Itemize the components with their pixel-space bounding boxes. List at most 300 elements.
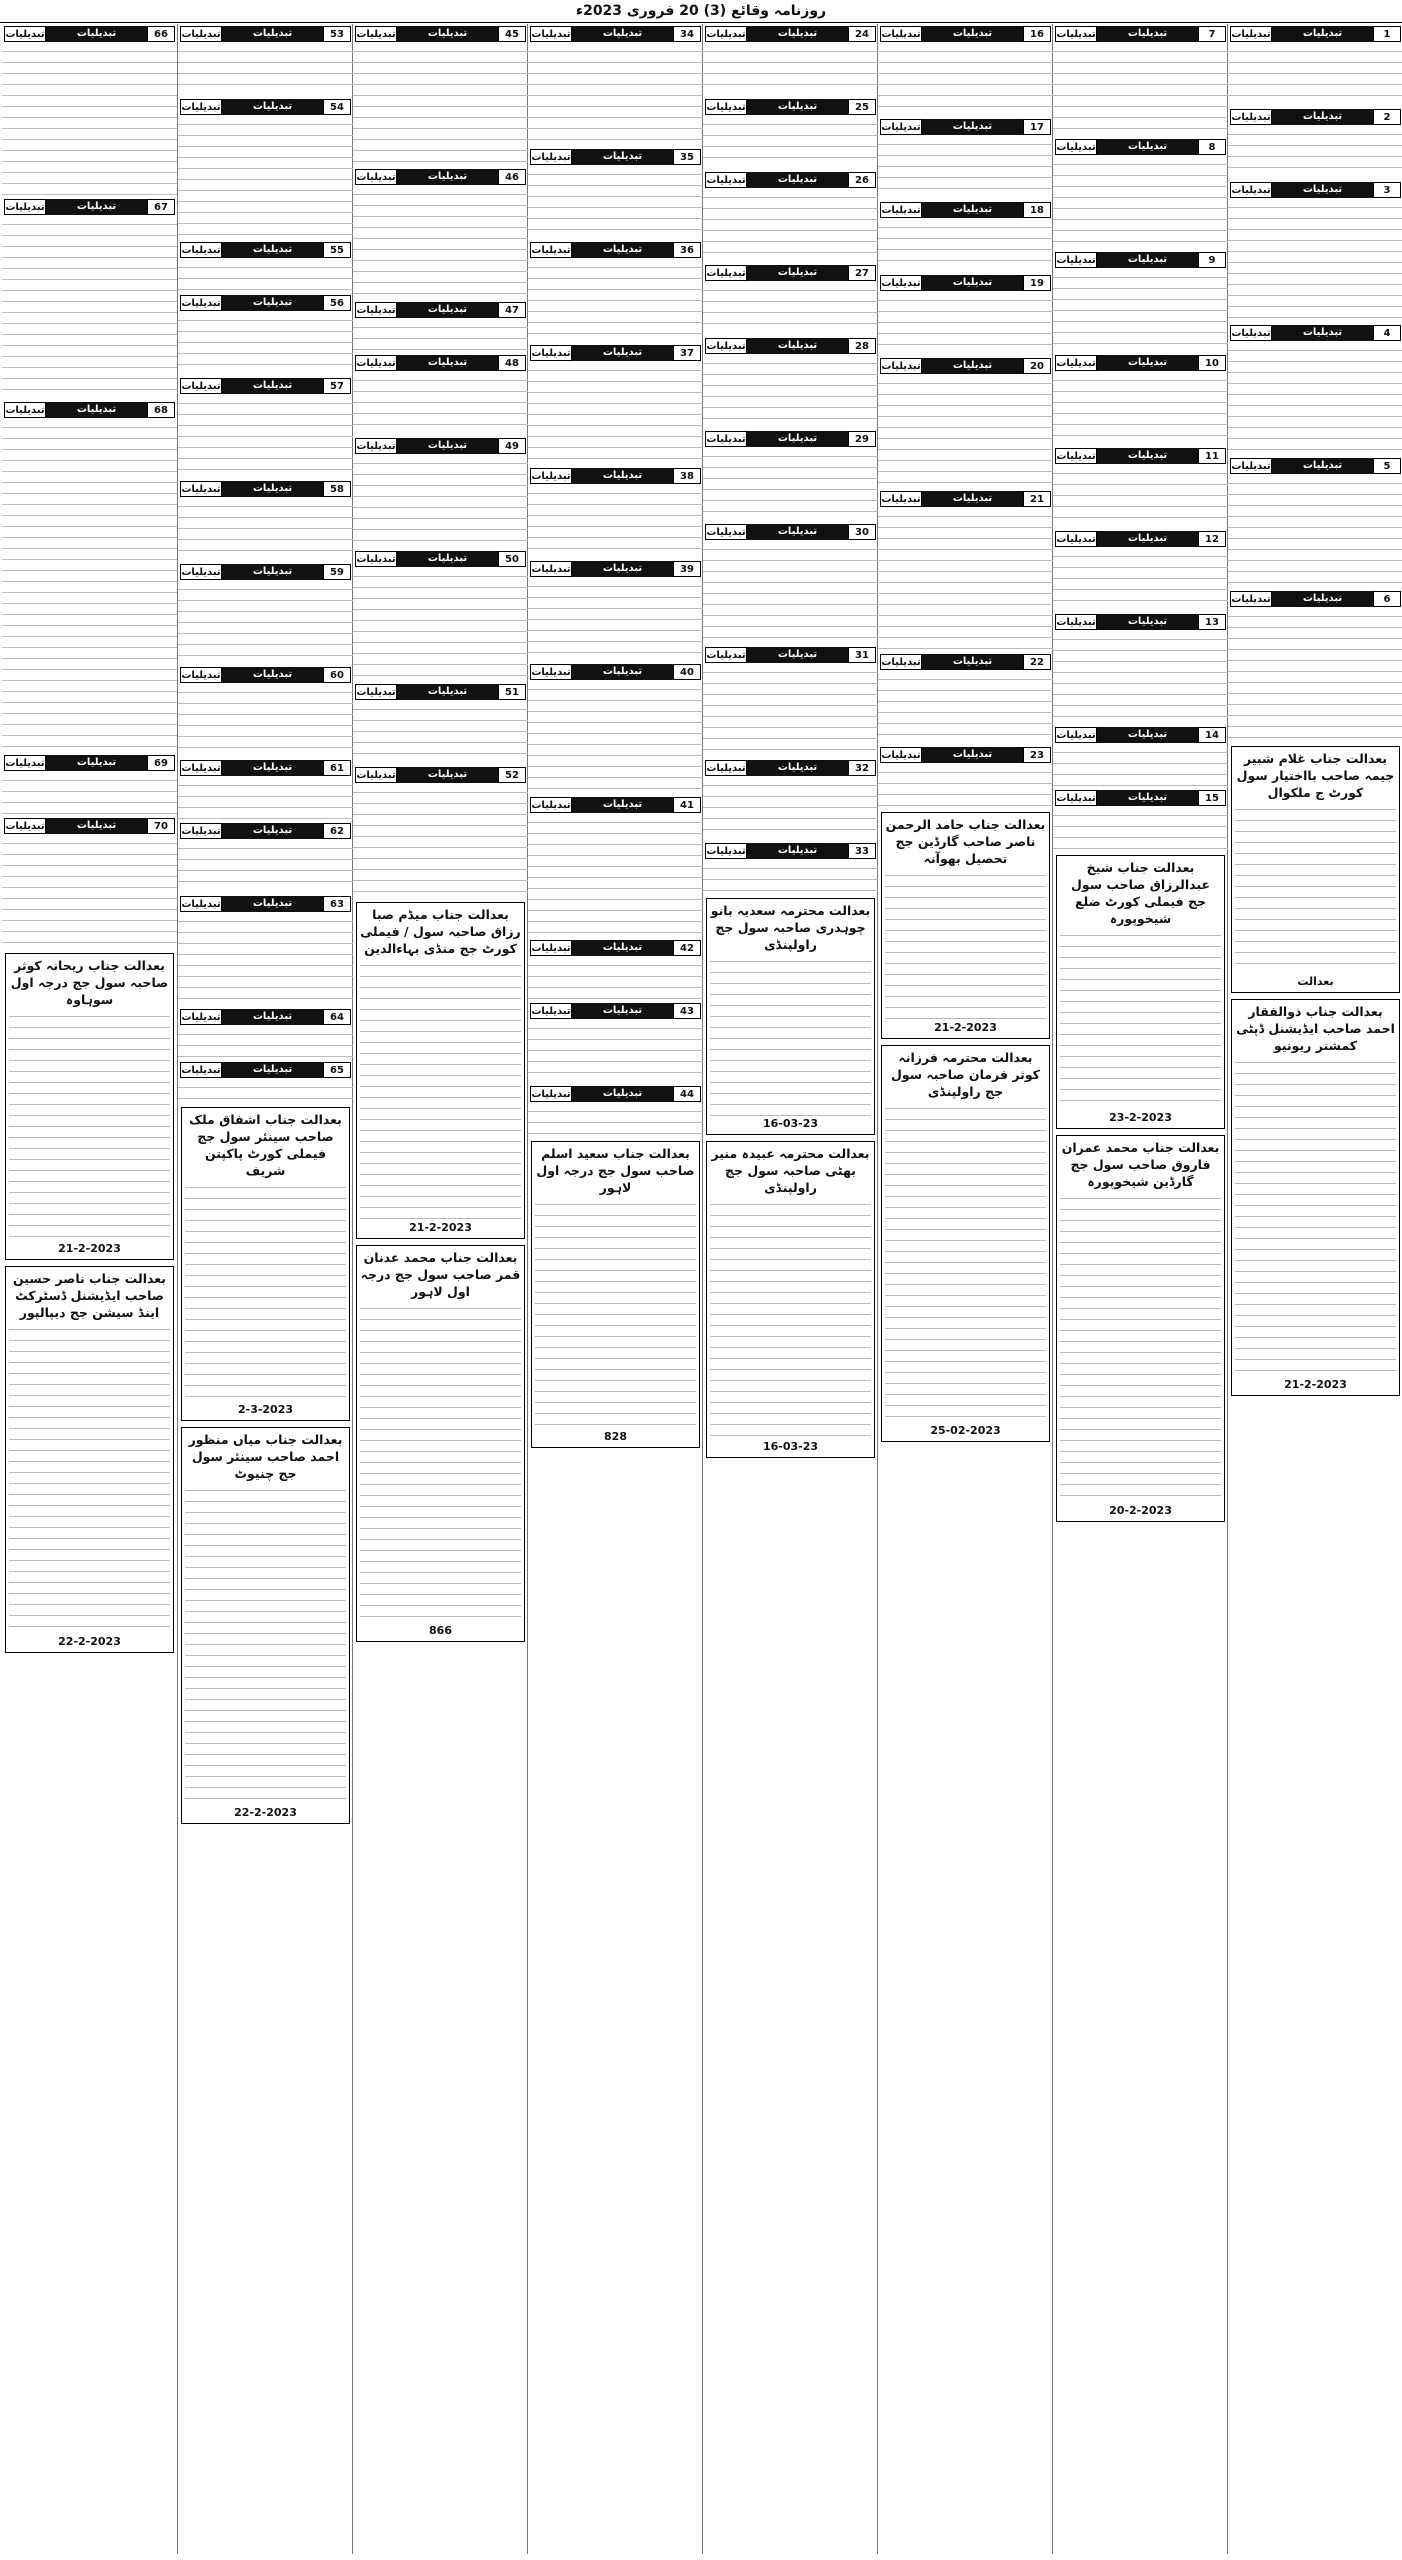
court-body [185,1182,346,1402]
notice-number: 15 [1198,790,1226,806]
notice-header [180,99,351,115]
notice-header [180,242,351,258]
notice-label: تبدیلیات [922,26,1023,42]
notice-item [353,302,528,351]
notice-tag: تبدیلیات [1055,531,1097,547]
notice-body [1053,271,1228,351]
notice-item [528,345,703,464]
notice-body [178,842,353,892]
notice-item [703,26,878,95]
notice-tag: تبدیلیات [1055,727,1097,743]
news-column [1227,24,1402,2554]
notice-tag: تبدیلیات [880,358,922,374]
notice-header [530,797,701,813]
notice-tag: تبدیلیات [1230,109,1272,125]
notice-header [4,402,175,418]
notice-body [703,45,878,95]
notice-label: تبدیلیات [922,654,1023,670]
notice-item [1228,182,1402,321]
notice-body [1228,45,1402,105]
notice-header [355,551,526,567]
notice-number: 69 [147,755,175,771]
notice-item [878,654,1053,743]
notice-body [878,221,1053,271]
notice-label: تبدیلیات [747,265,848,281]
notice-body [1053,45,1228,135]
notice-tag: تبدیلیات [705,26,747,42]
notice-body [703,357,878,427]
notice-item [528,561,703,660]
notice-number: 39 [673,561,701,577]
notice-number: 43 [673,1003,701,1019]
notice-label: تبدیلیات [1272,109,1373,125]
notice-label: تبدیلیات [572,149,673,165]
notice-header [4,755,175,771]
notice-body [703,779,878,839]
notice-body [178,1028,353,1058]
notice-label: تبدیلیات [397,684,498,700]
notice-number: 3 [1373,182,1401,198]
notice-tag: تبدیلیات [4,818,46,834]
notice-tag: تبدیلیات [4,26,46,42]
notice-header [1055,252,1226,268]
notice-number: 11 [1198,448,1226,464]
news-column [877,24,1053,2554]
notice-item [1053,448,1228,527]
notice-item [353,438,528,547]
notice-header [1055,448,1226,464]
notice-header [355,355,526,371]
notice-body [1053,158,1228,248]
notice-item [353,355,528,434]
notice-item [703,647,878,756]
notice-header [4,818,175,834]
court-notice [5,953,174,1260]
notice-body [353,374,528,434]
notice-number: 16 [1023,26,1051,42]
notice-tag: تبدیلیات [530,1003,572,1019]
notice-item [2,26,177,195]
court-date: 866 [429,1624,452,1637]
court-notice [181,1427,350,1824]
news-column [352,24,528,2554]
notice-tag: تبدیلیات [4,199,46,215]
notice-tag: تبدیلیات [705,172,747,188]
notice-body [878,673,1053,743]
notice-header [1055,727,1226,743]
notice-body [2,45,177,195]
court-date: 21-2-2023 [1284,1378,1347,1391]
notice-label: تبدیلیات [1272,325,1373,341]
notice-header [355,169,526,185]
notice-body [703,118,878,168]
notice-header [705,99,876,115]
notice-header [180,1062,351,1078]
court-body [535,1199,696,1429]
notice-label: تبدیلیات [1097,790,1198,806]
notice-number: 21 [1023,491,1051,507]
notice-body [528,45,703,145]
court-notice [706,1141,875,1458]
notice-label: تبدیلیات [747,99,848,115]
notice-label: تبدیلیات [222,1009,323,1025]
notice-tag: تبدیلیات [1055,26,1097,42]
notice-tag: تبدیلیات [180,26,222,42]
court-body [1060,930,1221,1110]
notice-number: 23 [1023,747,1051,763]
notice-number: 47 [498,302,526,318]
notice-tag: تبدیلیات [1055,252,1097,268]
notice-item [2,199,177,398]
notice-body [1053,374,1228,444]
notice-header [180,295,351,311]
notice-item [353,169,528,298]
notice-header [1230,26,1401,42]
notice-header [355,684,526,700]
notice-body [178,261,353,291]
notice-header [355,767,526,783]
notice-item [178,26,353,95]
notice-body [2,774,177,814]
notice-item [1053,355,1228,444]
notice-item [1053,727,1228,786]
court-notice [881,812,1050,1039]
notice-label: تبدیلیات [222,481,323,497]
notice-label: تبدیلیات [747,172,848,188]
news-column [1052,24,1228,2554]
notice-header [1055,790,1226,806]
notice-tag: تبدیلیات [880,654,922,670]
notice-header [880,654,1051,670]
notice-item [878,119,1053,198]
notice-number: 12 [1198,531,1226,547]
notice-label: تبدیلیات [572,345,673,361]
notice-header [355,302,526,318]
notice-tag: تبدیلیات [180,378,222,394]
notice-label: تبدیلیات [1272,26,1373,42]
notice-body [353,188,528,298]
notice-body [178,500,353,560]
notice-tag: تبدیلیات [880,275,922,291]
notice-body [528,1022,703,1082]
notice-label: تبدیلیات [222,378,323,394]
notice-number: 51 [498,684,526,700]
notice-label: تبدیلیات [747,338,848,354]
notice-label: تبدیلیات [572,797,673,813]
notice-body [2,218,177,398]
notice-label: تبدیلیات [397,551,498,567]
notice-item [2,818,177,947]
notice-label: تبدیلیات [572,664,673,680]
notice-body [703,450,878,520]
notice-item [1053,790,1228,849]
notice-tag: تبدیلیات [180,99,222,115]
notice-number: 1 [1373,26,1401,42]
notice-label: تبدیلیات [747,843,848,859]
notice-label: تبدیلیات [747,524,848,540]
notice-number: 58 [323,481,351,497]
notice-tag: تبدیلیات [355,355,397,371]
notice-item [1053,139,1228,248]
notice-number: 17 [1023,119,1051,135]
notice-body [1053,633,1228,723]
notice-label: تبدیلیات [922,747,1023,763]
notice-body [353,570,528,680]
notice-label: تبدیلیات [1097,448,1198,464]
notice-header [180,1009,351,1025]
notice-number: 56 [323,295,351,311]
notice-header [880,491,1051,507]
notice-item [353,26,528,165]
notice-body [1228,128,1402,178]
notice-label: تبدیلیات [747,647,848,663]
news-column [527,24,703,2554]
notice-item [703,431,878,520]
notice-label: تبدیلیات [572,242,673,258]
court-date: 828 [604,1430,627,1443]
notice-number: 64 [323,1009,351,1025]
notice-header [530,468,701,484]
notice-tag: تبدیلیات [1055,355,1097,371]
notice-number: 60 [323,667,351,683]
notice-header [1055,139,1226,155]
notice-header [530,1086,701,1102]
notice-label: تبدیلیات [222,295,323,311]
notice-number: 33 [848,843,876,859]
notice-label: تبدیلیات [397,169,498,185]
notice-body [878,45,1053,115]
notice-tag: تبدیلیات [1055,139,1097,155]
court-body [885,870,1046,1020]
notice-item [178,378,353,477]
notice-body [178,915,353,1005]
notice-body [878,510,1053,650]
notice-item [1053,26,1228,135]
notice-item [703,338,878,427]
court-title: بعدالت جناب میاں منظور احمد صاحب سینئر سول جج چنیوٹ [188,1432,343,1481]
court-title: بعدالت جناب ریحانہ کوثر صاحبہ سول جج درجہ اول سوہاوہ [10,958,169,1007]
notice-item [528,468,703,557]
notice-label: تبدیلیات [1097,139,1198,155]
court-body [360,1303,521,1623]
notice-number: 32 [848,760,876,776]
notice-body [703,191,878,261]
notice-item [178,1009,353,1058]
notice-body [528,959,703,999]
notice-tag: تبدیلیات [1055,614,1097,630]
notice-label: تبدیلیات [46,26,147,42]
notice-label: تبدیلیات [222,1062,323,1078]
notice-item [353,684,528,763]
notice-number: 29 [848,431,876,447]
notice-item [703,843,878,892]
notice-label: تبدیلیات [222,896,323,912]
notice-number: 10 [1198,355,1226,371]
notice-tag: تبدیلیات [705,99,747,115]
notice-label: تبدیلیات [572,561,673,577]
notice-item [528,797,703,936]
notice-label: تبدیلیات [222,564,323,580]
notice-header [530,149,701,165]
court-date: 2-3-2023 [237,1403,294,1416]
court-date: 22-2-2023 [234,1806,297,1819]
notice-tag: تبدیلیات [355,438,397,454]
notice-item [528,1086,703,1135]
court-notice [706,898,875,1135]
notice-number: 52 [498,767,526,783]
notice-tag: تبدیلیات [180,1062,222,1078]
court-title: بعدالت جناب میڈم صبا رزاق صاحبہ سول / فیملی کورٹ جج منڈی بہاءالدین [360,907,521,956]
notice-label: تبدیلیات [46,199,147,215]
notice-item [178,1062,353,1101]
notice-tag: تبدیلیات [705,524,747,540]
notice-tag: تبدیلیات [530,940,572,956]
notice-label: تبدیلیات [1097,355,1198,371]
notice-number: 27 [848,265,876,281]
notice-label: تبدیلیات [1097,252,1198,268]
notice-item [178,896,353,1005]
notice-header [180,564,351,580]
notice-body [878,294,1053,354]
notice-number: 20 [1023,358,1051,374]
notice-label: تبدیلیات [572,468,673,484]
notice-body [2,421,177,751]
court-title: بعدالت جناب شیخ عبدالرزاق صاحب سول جج فیملی کورٹ ضلع شیخوپورہ [1071,860,1210,926]
notice-number: 41 [673,797,701,813]
court-title: بعدالت جناب محمد عدنان قمر صاحب سول جج درجہ اول لاہور [360,1250,521,1299]
notice-body [1053,746,1228,786]
notice-header [705,172,876,188]
notice-tag: تبدیلیات [705,431,747,447]
court-notice [356,902,525,1239]
notice-header [530,345,701,361]
notice-tag: تبدیلیات [1230,182,1272,198]
notice-number: 9 [1198,252,1226,268]
notice-tag: تبدیلیات [530,561,572,577]
notice-header [705,338,876,354]
notice-header [530,561,701,577]
court-date: 22-2-2023 [58,1635,121,1648]
notice-tag: تبدیلیات [180,1009,222,1025]
notice-header [1055,355,1226,371]
court-date: 21-2-2023 [58,1242,121,1255]
notice-label: تبدیلیات [46,818,147,834]
notice-body [1053,467,1228,527]
notice-item [878,275,1053,354]
notice-number: 57 [323,378,351,394]
notice-tag: تبدیلیات [530,468,572,484]
notice-body [528,816,703,936]
notice-header [705,265,876,281]
notice-tag: تبدیلیات [180,823,222,839]
notice-body [528,168,703,238]
notice-label: تبدیلیات [222,242,323,258]
notice-item [178,667,353,756]
notice-number: 18 [1023,202,1051,218]
notice-header [1230,458,1401,474]
notice-body [178,314,353,374]
notice-header [880,275,1051,291]
notice-label: تبدیلیات [397,26,498,42]
court-title: بعدالت جناب ناصر حسین صاحب ایڈیشنل ڈسٹرکٹ اینڈ سیشن جج دیپالپور [13,1271,166,1320]
notice-number: 53 [323,26,351,42]
notice-item [878,491,1053,650]
notice-body [353,45,528,165]
notice-item [2,755,177,814]
notice-tag: تبدیلیات [355,684,397,700]
notice-label: تبدیلیات [1272,591,1373,607]
notice-item [353,551,528,680]
court-notice [531,1141,700,1448]
notice-label: تبدیلیات [1097,614,1198,630]
notice-label: تبدیلیات [572,1086,673,1102]
notice-label: تبدیلیات [222,823,323,839]
notice-body [528,580,703,660]
notice-tag: تبدیلیات [1230,26,1272,42]
notice-number: 67 [147,199,175,215]
notice-label: تبدیلیات [1097,727,1198,743]
notice-body [178,45,353,95]
notice-header [530,26,701,42]
notice-header [880,202,1051,218]
notice-item [1053,614,1228,723]
notice-header [1230,591,1401,607]
notice-tag: تبدیلیات [1055,790,1097,806]
notice-number: 6 [1373,591,1401,607]
court-title: بعدالت محترمہ سعدیہ بانو چوہدری صاحبہ سول جج راولپنڈی [710,903,871,952]
notice-number: 40 [673,664,701,680]
notice-label: تبدیلیات [397,355,498,371]
notice-item [178,295,353,374]
notice-item [1228,109,1402,178]
notice-body [1228,344,1402,454]
notice-number: 48 [498,355,526,371]
notice-body [703,284,878,334]
notice-label: تبدیلیات [46,755,147,771]
notice-tag: تبدیلیات [1230,458,1272,474]
notice-header [1055,531,1226,547]
notice-body [178,583,353,663]
notice-header [180,760,351,776]
notice-body [878,377,1053,487]
notice-number: 65 [323,1062,351,1078]
court-date: 21-2-2023 [409,1221,472,1234]
court-title: بعدالت جناب محمد عمران فاروق صاحب سول جج گارڈین شیخوپورہ [1061,1140,1220,1189]
notice-item [178,823,353,892]
notice-label: تبدیلیات [922,202,1023,218]
news-column [702,24,878,2554]
notice-item [878,747,1053,806]
notice-item [178,242,353,291]
notice-number: 30 [848,524,876,540]
notice-number: 7 [1198,26,1226,42]
court-title: بعدالت محترمہ فرزانہ کوثر فرمان صاحبہ سول جج راولپنڈی [891,1050,1040,1099]
notice-tag: تبدیلیات [705,760,747,776]
notice-item [1053,252,1228,351]
court-body [9,1324,170,1634]
court-date: 21-2-2023 [934,1021,997,1034]
notice-header [180,896,351,912]
notice-number: 34 [673,26,701,42]
notice-item [178,564,353,663]
notice-body [703,543,878,643]
court-body [710,1199,871,1439]
notice-tag: تبدیلیات [705,647,747,663]
notice-label: تبدیلیات [222,26,323,42]
notice-header [4,199,175,215]
notice-tag: تبدیلیات [880,747,922,763]
notice-number: 46 [498,169,526,185]
